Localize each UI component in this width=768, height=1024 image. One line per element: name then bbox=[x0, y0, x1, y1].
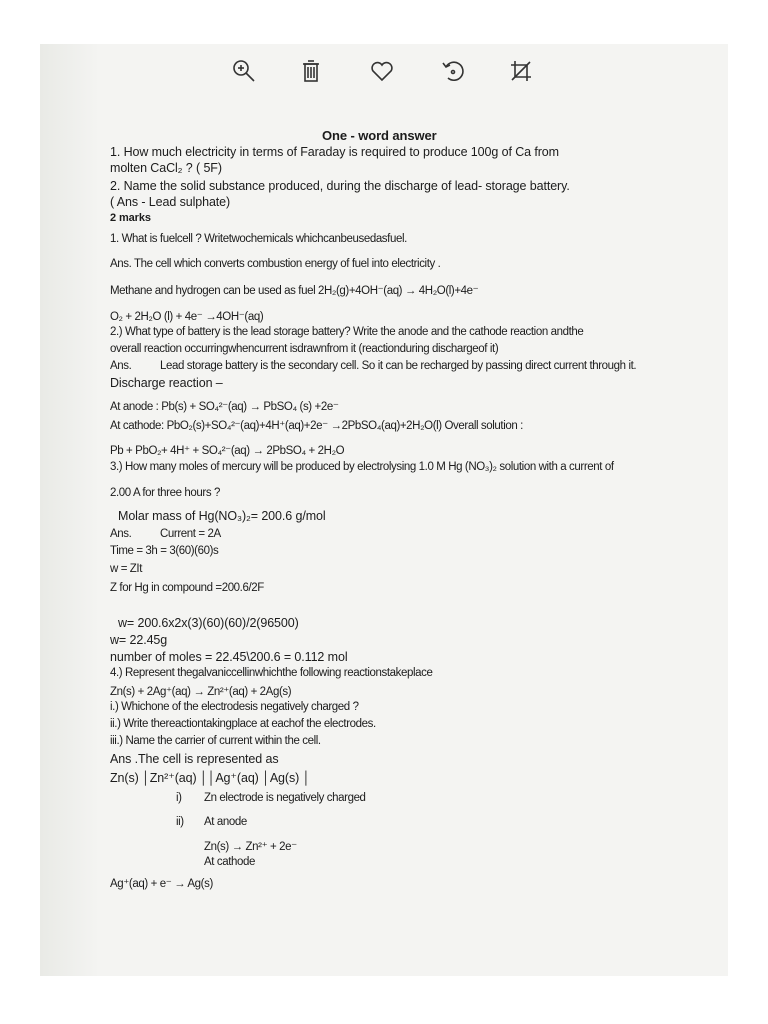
text-line: At cathode bbox=[204, 856, 255, 868]
text-line bbox=[110, 528, 221, 540]
answer-text: Current = 2A bbox=[160, 528, 221, 540]
zoom-in-button[interactable] bbox=[227, 54, 261, 88]
text-line bbox=[110, 360, 636, 372]
text-line: 2. Name the solid substance produced, during the discharge of lead- storage battery. bbox=[110, 179, 570, 193]
crop-button[interactable] bbox=[504, 54, 538, 88]
text-line: 2.00 A for three hours ? bbox=[110, 487, 220, 499]
text-line: O₂ + 2H₂O (l) + 4e⁻ →4OH⁻(aq) bbox=[110, 311, 264, 323]
rotate-button[interactable] bbox=[436, 54, 470, 88]
text-line: 1. How much electricity in terms of Faraday is required to produce 100g of Ca from bbox=[110, 145, 559, 159]
list-marker: i) bbox=[176, 792, 182, 804]
text-line: iii.) Name the carrier of current within the cell. bbox=[110, 735, 321, 747]
text-line: Ans .The cell is represented as bbox=[110, 752, 279, 766]
text-line: Z for Hg in compound =200.6/2F bbox=[110, 582, 264, 594]
text-line: Zn(s) → Zn²⁺ + 2e⁻ bbox=[204, 841, 297, 853]
text-line: ( Ans - Lead sulphate) bbox=[110, 195, 231, 209]
text-line: Discharge reaction – bbox=[110, 376, 223, 390]
section-title: One - word answer bbox=[322, 128, 437, 143]
text-line: Pb + PbO₂+ 4H⁺ + SO₄²⁻(aq) → 2PbSO₄ + 2H₂O bbox=[110, 445, 345, 457]
text-line: i.) Whichone of the electrodesis negatively charged ? bbox=[110, 701, 359, 713]
answer-text: Lead storage battery is the secondary cell. So it can be recharged by passing direct current through it. bbox=[160, 360, 637, 372]
crop-icon bbox=[508, 58, 534, 84]
text-line: w= 200.6x2x(3)(60)(60)/2(96500) bbox=[118, 616, 299, 630]
text-line: At anode : Pb(s) + SO₄²⁻(aq) → PbSO₄ (s) +2e⁻ bbox=[110, 401, 339, 413]
text-line: Zn(s) + 2Ag⁺(aq) → Zn²⁺(aq) + 2Ag(s) bbox=[110, 686, 292, 698]
text-line: Time = 3h = 3(60)(60)s bbox=[110, 545, 219, 557]
text-line: Ag⁺(aq) + e⁻ → Ag(s) bbox=[110, 878, 213, 890]
text-line: w = ZIt bbox=[110, 563, 143, 575]
list-marker: ii) bbox=[176, 816, 184, 828]
text-line: 4.) Represent thegalvaniccellinwhichthe following reactionstakeplace bbox=[110, 667, 433, 679]
text-line: w= 22.45g bbox=[110, 633, 168, 647]
answer-label: Ans. bbox=[110, 360, 132, 372]
section-heading: 2 marks bbox=[110, 212, 151, 224]
text-line: Zn(s) │Zn²⁺(aq) ││Ag⁺(aq) │Ag(s) │ bbox=[110, 771, 311, 785]
text-line: 1. What is fuelcell ? Writetwochemicals whichcanbeusedasfuel. bbox=[110, 233, 407, 245]
rotate-icon bbox=[440, 58, 466, 84]
text-line: Zn electrode is negatively charged bbox=[204, 792, 366, 804]
text-line: number of moles = 22.45\200.6 = 0.112 mol bbox=[110, 650, 348, 664]
zoom-in-icon bbox=[231, 58, 257, 84]
text-line: molten CaCl₂ ? ( 5F) bbox=[110, 161, 222, 175]
delete-button[interactable] bbox=[294, 54, 328, 88]
text-line: At anode bbox=[204, 816, 247, 828]
text-line: 2.) What type of battery is the lead storage battery? Write the anode and the cathode reaction andthe bbox=[110, 326, 584, 338]
text-line: 3.) How many moles of mercury will be produced by electrolysing 1.0 M Hg (NO₃)₂ solution with a current of bbox=[110, 461, 614, 473]
delete-icon bbox=[298, 58, 324, 84]
favorite-button[interactable] bbox=[365, 54, 399, 88]
text-line: ii.) Write thereactiontakingplace at eachof the electrodes. bbox=[110, 718, 376, 730]
text-line: overall reaction occurringwhencurrent isdrawnfrom it (reactionduring dischargeof it) bbox=[110, 343, 499, 355]
answer-label: Ans. bbox=[110, 528, 132, 540]
text-line: Molar mass of Hg(NO₃)₂= 200.6 g/mol bbox=[118, 509, 326, 523]
text-line: Ans. The cell which converts combustion energy of fuel into electricity . bbox=[110, 258, 441, 270]
text-line: Methane and hydrogen can be used as fuel 2H₂(g)+4OH⁻(aq) → 4H₂O(l)+4e⁻ bbox=[110, 285, 479, 297]
text-line: At cathode: PbO₂(s)+SO₄²⁻(aq)+4H⁺(aq)+2e⁻ →2PbSO₄(aq)+2H₂O(l) Overall solution : bbox=[110, 420, 523, 432]
image-viewer-toolbar bbox=[0, 54, 768, 88]
heart-icon bbox=[369, 58, 395, 84]
